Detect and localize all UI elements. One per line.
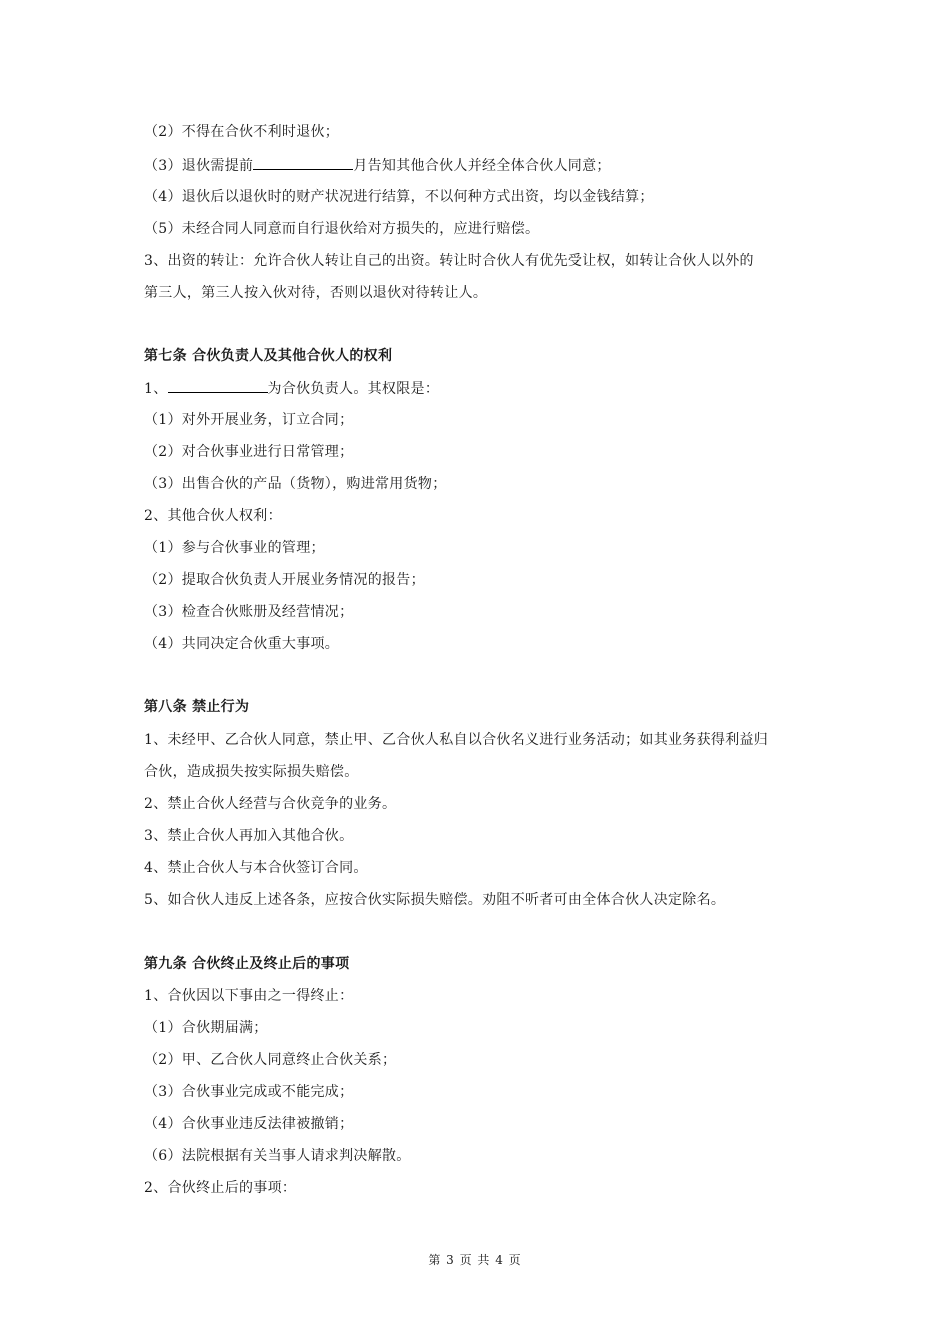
clause-9-1-3: （3）合伙事业完成或不能完成； [144,1084,354,1100]
clause-9-1-2: （2）甲、乙合伙人同意终止合伙关系； [144,1052,397,1068]
clause-7-1 [144,378,439,399]
clause-8-1-line2: 合伙，造成损失按实际损失赔偿。 [144,764,359,780]
clause-8-1-line1: 1、未经甲、乙合伙人同意，禁止甲、乙合伙人私自以合伙名义进行业务活动；如其业务获得利益归 [144,732,769,748]
clause-6-2-5: （5）未经合同人同意而自行退伙给对方损失的，应进行赔偿。 [144,221,540,237]
clause-9-1-4: （4）合伙事业违反法律被撤销； [144,1116,354,1132]
clause-7-1-2: （2）对合伙事业进行日常管理； [144,444,354,460]
clause-8-5: 5、如合伙人违反上述各条，应按合伙实际损失赔偿。劝阻不听者可由全体合伙人决定除名。 [144,892,726,908]
clause-6-2-3 [144,155,611,176]
clause-9-1-1: （1）合伙期届满； [144,1020,268,1036]
clause-7-2: 2、其他合伙人权利： [144,508,282,524]
clause-8-2: 2、禁止合伙人经营与合伙竞争的业务。 [144,796,397,812]
clause-9-1-6: （6）法院根据有关当事人请求判决解散。 [144,1148,411,1164]
clause-8-4: 4、禁止合伙人与本合伙签订合同。 [144,860,368,876]
article-9-heading: 第九条 合伙终止及终止后的事项 [144,956,350,972]
clause-7-1-1: （1）对外开展业务，订立合同； [144,412,354,428]
clause-7-1-prefix: 1、 [144,381,168,397]
clause-6-3-line2: 第三人，第三人按入伙对待，否则以退伙对待转让人。 [144,285,488,301]
article-8-heading: 第八条 禁止行为 [144,699,250,715]
page-number-footer: 第 3 页 共 4 页 [428,1253,522,1267]
months-blank-field[interactable] [253,155,353,170]
clause-9-2: 2、合伙终止后的事项： [144,1180,297,1196]
clause-6-2-3-prefix: （3）退伙需提前 [144,158,254,174]
clause-7-2-2: （2）提取合伙负责人开展业务情况的报告； [144,572,425,588]
clause-7-1-suffix: 为合伙负责人。其权限是： [267,381,440,397]
article-7-heading: 第七条 合伙负责人及其他合伙人的权利 [144,348,393,364]
manager-name-blank-field[interactable] [168,378,268,393]
clause-7-2-4: （4）共同决定合伙重大事项。 [144,636,340,652]
clause-7-1-3: （3）出售合伙的产品（货物），购进常用货物； [144,476,447,492]
clause-7-2-3: （3）检查合伙账册及经营情况； [144,604,354,620]
clause-9-1: 1、合伙因以下事由之一得终止： [144,988,354,1004]
clause-7-2-1: （1）参与合伙事业的管理； [144,540,325,556]
clause-6-2-2: （2）不得在合伙不利时退伙； [144,124,340,140]
clause-8-3: 3、禁止合伙人再加入其他合伙。 [144,828,354,844]
clause-6-3-line1: 3、出资的转让：允许合伙人转让自己的出资。转让时合伙人有优先受让权，如转让合伙人以外的 [144,253,754,269]
clause-6-2-4: （4）退伙后以退伙时的财产状况进行结算，不以何种方式出资，均以金钱结算； [144,189,654,205]
clause-6-2-3-suffix: 月告知其他合伙人并经全体合伙人同意； [353,158,611,174]
